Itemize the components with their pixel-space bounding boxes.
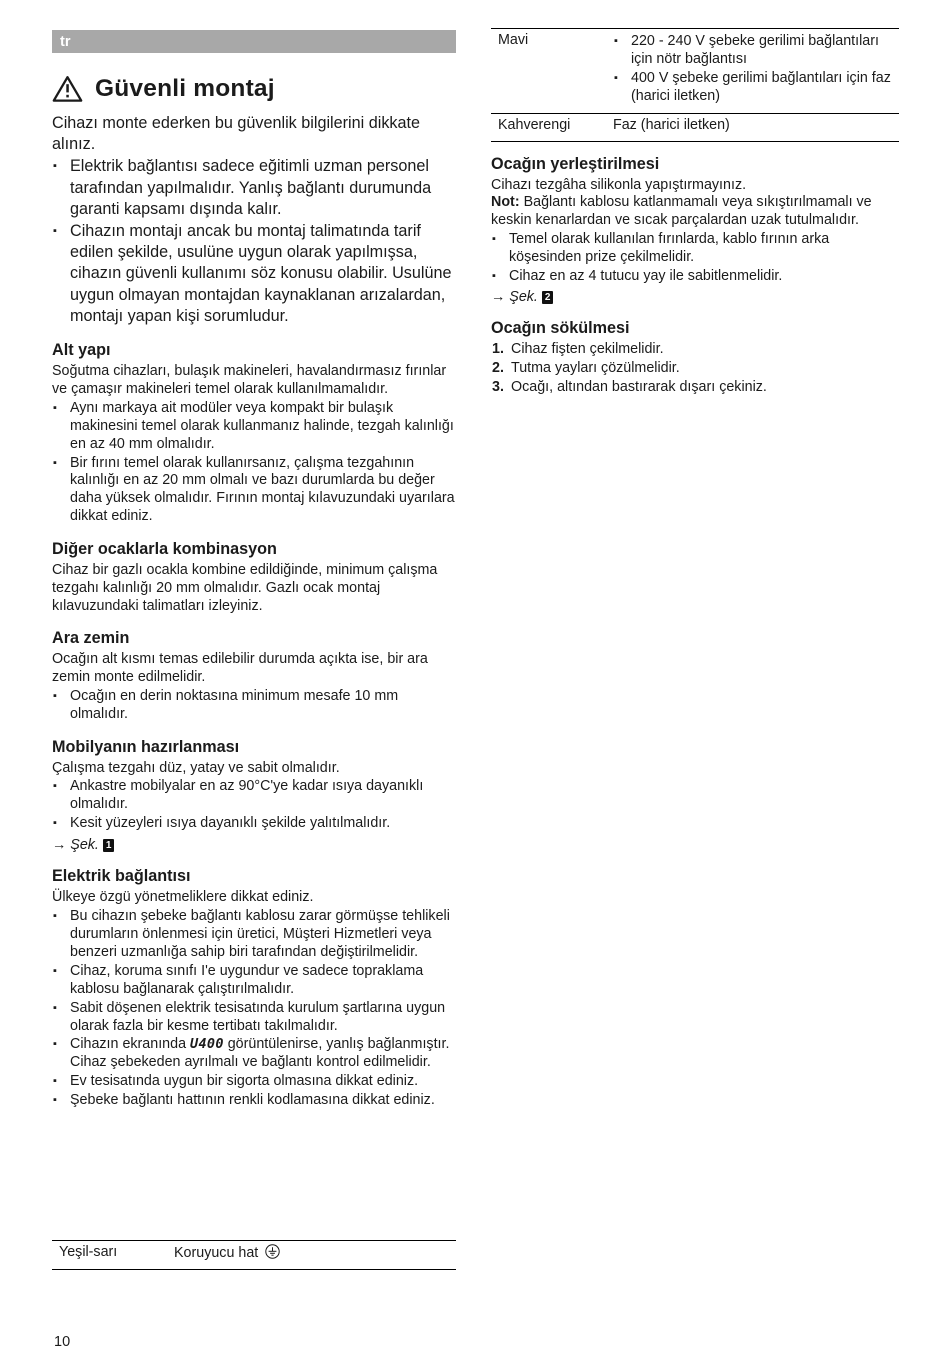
heading-kombinasyon: Diğer ocaklarla kombinasyon (52, 540, 277, 559)
table-row (52, 1241, 456, 1269)
step-number: 2. (492, 359, 504, 376)
mobilya-intro: Çalışma tezgahı düz, yatay ve sabit olmalıdır. (52, 759, 340, 776)
heading-sokulme: Ocağın sökülmesi (491, 318, 630, 337)
list-item: ▪ Cihaz en az 4 tutucu yay ile sabitlenmelidir. (491, 268, 899, 286)
wire-desc: Faz (harici iletken) (613, 116, 730, 133)
step-text: Ocağı, altından bastırarak dışarı çekiniz. (511, 378, 767, 395)
section-title-row (52, 75, 456, 103)
figure-reference-1 (52, 836, 456, 854)
wire-desc-bullet-list (613, 33, 895, 106)
list-item: ▪ Bu cihazın şebeke bağlantı kablosu zarar görmüşse tehlikeli durumların önlenmesi için üretici, Müşteri Hizmetleri veya benzeri uzmanlığa sahip biri tarafından değiştirilmelidir. (52, 908, 456, 962)
mobilya-bullet-list (52, 778, 456, 834)
list-item: ▪ 400 V şebeke gerilimi bağlantıları için faz (harici iletken) (613, 70, 895, 106)
list-item (491, 360, 899, 378)
ara-zemin-intro: Ocağın alt kısmı temas edilebilir durumda açıkta ise, bir ara zemin monte edilmelidir. (52, 650, 428, 685)
step-text: Tutma yayları çözülmelidir. (511, 359, 680, 376)
step-text: Cihaz fişten çekilmelidir. (511, 340, 664, 357)
language-tab (52, 30, 456, 53)
list-item: ▪ Elektrik bağlantısı sadece eğitimli uzman personel tarafından yapılmalıdır. Yanlış bağlantı durumunda garanti kapsamı dışında kalır. (52, 156, 456, 220)
heading-alt-yapi: Alt yapı (52, 341, 111, 360)
note-label: Not: (491, 194, 520, 211)
elektrik-intro: Ülkeye özgü yönetmeliklere dikkat ediniz. (52, 889, 314, 906)
wire-term: Mavi (498, 32, 529, 48)
list-item: ▪ 220 - 240 V şebeke gerilimi bağlantıları için nötr bağlantısı (613, 33, 895, 69)
figure-reference-2 (491, 288, 899, 306)
list-item: ▪ Aynı markaya ait modüler veya kompakt bir bulaşık makinesini temel olarak kullanmanız halinde, tezgah kalınlığı en az 40 mm olmalıdır. (52, 400, 456, 454)
alt-yapi-bullet-list (52, 400, 456, 527)
list-item: ▪ Cihazın montajı ancak bu montaj talimatında tarif edilen şekilde, usulüne uygun olarak yapılmışsa, cihazın güvenli kullanımı söz konusu olabilir. Usulüne uygun olmayan montajdan kaynaklanan arızalardan, montajı yapan kişi sorumludur. (52, 221, 456, 327)
step-number: 1. (492, 340, 504, 357)
list-item: ▪ Şebeke bağlantı hattının renkli kodlamasına dikkat ediniz. (52, 1092, 456, 1110)
list-item: ▪ Ankastre mobilyalar en az 90°C'ye kadar ısıya dayanıklı olmalıdır. (52, 778, 456, 814)
arrow-icon: → (491, 288, 506, 305)
list-item: ▪ Cihaz, koruma sınıfı I'e uygundur ve sadece topraklama kablosu bağlanarak çalıştırılmalıdır. (52, 963, 456, 999)
heading-yerlestirme: Ocağın yerleştirilmesi (491, 154, 660, 173)
yerlestirme-intro: Cihazı tezgâha silikonla yapıştırmayınız. (491, 176, 747, 193)
safety-bullet-list (52, 156, 456, 328)
list-item: ▪ Ocağın en derin noktasına minimum mesafe 10 mm olmalıdır. (52, 688, 456, 724)
wire-color-table-right (491, 28, 899, 142)
wire-term: Kahverengi (498, 116, 571, 133)
wire-color-table-left (52, 1240, 456, 1270)
display-bullet-pre: Cihazın ekranında (70, 1036, 187, 1053)
heading-elektrik: Elektrik bağlantısı (52, 867, 191, 886)
list-item: ▪ Sabit döşenen elektrik tesisatında kurulum şartlarına uygun olarak fazla bir kesme tertibatı takılmalıdır. (52, 1000, 456, 1036)
step-number: 3. (492, 378, 504, 395)
list-item: ▪ Kesit yüzeyleri ısıya dayanıklı şekilde yalıtılmalıdır. (52, 815, 456, 833)
wire-desc-text: Koruyucu hat (174, 1245, 259, 1262)
figure-label: Şek. (70, 837, 99, 854)
wire-desc (613, 32, 899, 107)
page-number: 10 (54, 1334, 71, 1350)
kombinasyon-body: Cihaz bir gazlı ocakla kombine edildiğinde, minimum çalışma tezgahı kalınlığı 20 mm olmalıdır. Gazlı ocak montaj kılavuzundaki talimatları izleyiniz. (52, 562, 438, 614)
list-item: ▪ Temel olarak kullanılan fırınlarda, kablo fırının arka köşesinden prize çekilmelidir. (491, 231, 899, 267)
elektrik-bullet-list (52, 908, 456, 1111)
page-title: Güvenli montaj (95, 75, 275, 102)
figure-number-badge: 2 (542, 291, 554, 304)
heading-mobilya: Mobilyanın hazırlanması (52, 737, 240, 756)
list-item (491, 379, 899, 397)
left-column (52, 30, 456, 1270)
yerlestirme-note (491, 194, 899, 230)
note-text: Bağlantı kablosu katlanmamalı veya sıkıştırılmamalı ve keskin kenarlardan ve sıcak parçalardan uzak tutulmalıdır. (491, 194, 872, 229)
warning-icon (52, 75, 83, 103)
display-bullet-post: görüntülenirse, yanlış bağlanmıştır. Cihaz şebekeden ayrılmalı ve bağlantı kontrol edilmelidir. (70, 1036, 450, 1071)
sokulme-step-list (491, 341, 899, 397)
list-item: ▪ Bir fırını temel olarak kullanırsanız, çalışma tezgahının kalınlığı en az 20 mm olmalı ve bazı durumlarda bu değer daha yüksek olmalıdır. Fırının montaj kılavuzundaki uyarılara dikkat ediniz. (52, 455, 456, 527)
ara-zemin-bullet-list (52, 688, 456, 725)
language-tab-label: tr (60, 34, 71, 50)
display-code-u400: U400 (190, 1036, 224, 1053)
right-column (491, 28, 899, 398)
safety-intro: Cihazı monte ederken bu güvenlik bilgilerini dikkate alınız. (52, 114, 421, 154)
list-item (491, 341, 899, 359)
wire-desc (174, 1244, 456, 1263)
wire-term: Yeşil-sarı (59, 1244, 118, 1261)
ground-icon (265, 1244, 280, 1259)
alt-yapi-intro: Soğutma cihazları, bulaşık makineleri, havalandırmasız fırınlar ve çamaşır makineleri temel olarak kullanılmamalıdır. (52, 363, 447, 397)
list-item: ▪ Ev tesisatında uygun bir sigorta olmasına dikkat ediniz. (52, 1073, 456, 1091)
heading-ara-zemin: Ara zemin (52, 628, 130, 647)
table-row (491, 113, 899, 141)
figure-number-badge: 1 (103, 839, 115, 852)
table-row (491, 29, 899, 113)
arrow-icon: → (52, 837, 67, 854)
figure-label: Şek. (509, 288, 538, 305)
list-item (52, 1036, 456, 1072)
yerlestirme-bullet-list (491, 231, 899, 286)
